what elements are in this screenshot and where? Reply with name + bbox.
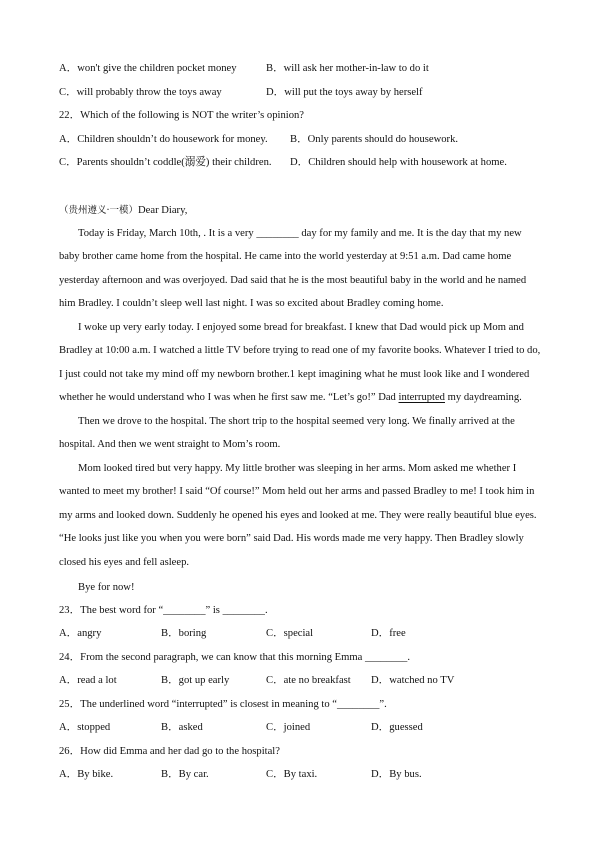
paragraph-line: I woke up very early today. I enjoyed some bread for breakfast. I knew that Dad would pick up Mom and xyxy=(78,322,524,333)
q23-stem: 23．The best word for “________” is ________. xyxy=(59,605,268,616)
paragraph-line: Mom looked tired but very happy. My little brother was sleeping in her arms. Mom asked me whether I xyxy=(78,463,517,474)
paragraph-line: hospital. And then we went straight to Mom’s room. xyxy=(59,439,281,451)
q23-option-a: A．angry xyxy=(59,628,102,639)
q25-option-a: A．stopped xyxy=(59,722,111,733)
paragraph-line: “He looks just like you when you were born” said Dad. His words made me very happy. Then Bradley slowly xyxy=(59,533,524,545)
q23-option-b: B．boring xyxy=(161,628,207,639)
q26-option-a: A．By bike. xyxy=(59,769,114,780)
q25-option-b: B．asked xyxy=(161,722,203,733)
q24-stem: 24．From the second paragraph, we can know that this morning Emma ________. xyxy=(59,652,410,663)
q21-option-c: C．will probably throw the toys away xyxy=(59,87,222,98)
q24-option-a: A．read a lot xyxy=(59,675,117,686)
q22-option-a: A．Children shouldn’t do housework for money. xyxy=(59,134,268,145)
q25-option-d: D．guessed xyxy=(371,722,423,733)
passage-paragraph-3 xyxy=(59,416,539,463)
passage-paragraph-4 xyxy=(59,463,539,580)
q22-stem: 22．Which of the following is NOT the writer’s opinion? xyxy=(59,110,304,121)
paragraph-line: baby brother came home from the hospital. He came into the world yesterday at 9:51 a.m. Dad came home xyxy=(59,251,512,263)
paragraph-line xyxy=(59,392,539,415)
q21-option-a: A．won't give the children pocket money xyxy=(59,63,237,74)
paragraph-line: Then we drove to the hospital. The short trip to the hospital seemed very long. We finally arrived at the xyxy=(78,416,515,427)
paragraph-line: Today is Friday, March 10th, . It is a very ________ day for my family and me. It is the day that my new xyxy=(78,228,522,239)
q24-option-d: D．watched no TV xyxy=(371,675,455,686)
paragraph-line: wanted to meet my brother! I said “Of course!” Mom held out her arms and passed Bradley to me! I took him in xyxy=(59,486,535,498)
paragraph-line: him Bradley. I couldn’t sleep well last night. I was so excited about Bradley coming home. xyxy=(59,298,444,310)
q25-stem: 25．The underlined word “interrupted” is closest in meaning to “________”. xyxy=(59,699,387,710)
passage-paragraph-1 xyxy=(59,228,539,322)
passage-paragraph-2 xyxy=(59,322,539,416)
q21-option-d: D．will put the toys away by herself xyxy=(266,87,423,98)
q26-option-b: B．By car. xyxy=(161,769,209,780)
q22-option-d: D．Children should help with housework at home. xyxy=(290,157,507,168)
paragraph-line: my arms and looked down. Suddenly he opened his eyes and looked at me. They were really beautiful blue eyes. xyxy=(59,509,537,521)
paragraph-line: closed his eyes and fell asleep. xyxy=(59,556,190,568)
q24-option-c: C．ate no breakfast xyxy=(266,675,351,686)
paragraph-line: I just could not take my mind off my newborn brother.1 kept imagining what he must look like and I wondered xyxy=(59,368,530,380)
q26-stem: 26．How did Emma and her dad go to the hospital? xyxy=(59,746,280,757)
paragraph-line: Bradley at 10:00 a.m. I watched a little TV before trying to read one of my favorite books. Whatever I tried to do, xyxy=(59,345,541,357)
q21-option-b: B．will ask her mother-in-law to do it xyxy=(266,63,429,74)
line-text: my daydreaming. xyxy=(444,392,522,404)
q24-option-b: B．got up early xyxy=(161,675,230,686)
q22-option-b: B．Only parents should do housework. xyxy=(290,134,459,145)
line-text: whether he would understand who I was when he first saw me. “Let’s go!” Dad xyxy=(59,392,399,404)
q23-option-c: C．special xyxy=(266,628,314,639)
q23-option-d: D．free xyxy=(371,628,406,639)
q22-option-c-text: C．Parents shouldn’t coddle(溺爱) their children. xyxy=(59,157,272,168)
q26-option-d: D．By bus. xyxy=(371,769,422,780)
q25-option-c: C．joined xyxy=(266,722,311,733)
passage-closing: Bye for now! xyxy=(78,582,135,593)
q26-option-c: C．By taxi. xyxy=(266,769,318,780)
passage-header xyxy=(59,205,187,218)
q22-option-c xyxy=(59,157,272,170)
passage-greeting: Dear Diary, xyxy=(138,205,188,216)
passage-source: （贵州遵义·一模） xyxy=(59,205,139,216)
underlined-word-interrupted: interrupted xyxy=(398,392,445,404)
paragraph-line: yesterday afternoon and was overjoyed. Dad said that he is the most beautiful baby in the world and he named xyxy=(59,274,527,286)
